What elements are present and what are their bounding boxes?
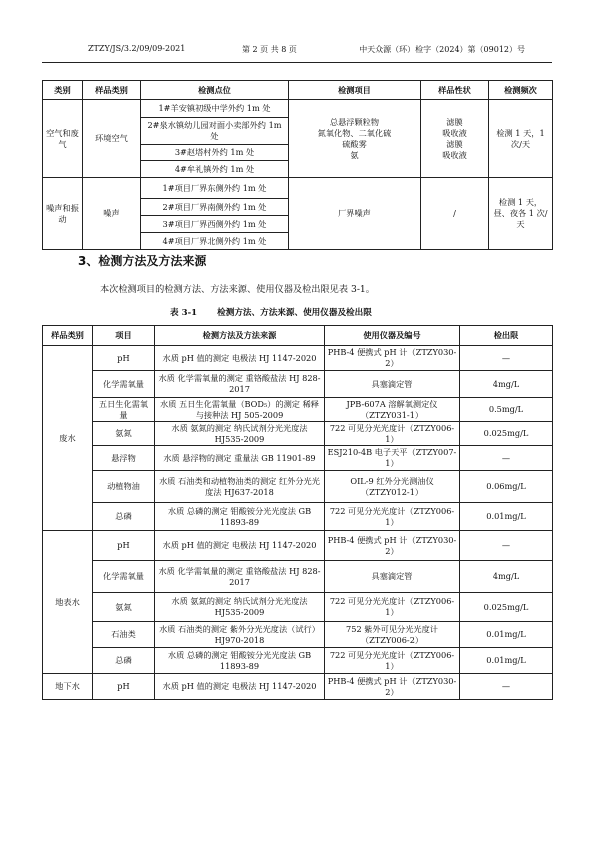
col-header-state: 样品性状 [421,81,489,100]
limit-cell: 0.01mg/L [460,503,553,531]
instrument-cell: PHB-4 便携式 pH 计（ZTZY030-2） [325,346,460,371]
col-header: 检出限 [460,326,553,346]
instrument-cell: ESJ210-4B 电子天平（ZTZY007-1） [325,446,460,471]
section-paragraph: 本次检测项目的检测方法、方法来源、使用仪器及检出限见表 3-1。 [100,284,375,295]
col-header-sample-type: 样品类别 [83,81,141,100]
instrument-cell: 722 可见分光光度计（ZTZY006-1） [325,648,460,674]
table-row [43,346,553,371]
table-row [43,622,553,648]
item-line: 硫酸雾 [342,138,367,149]
table-row [43,422,553,446]
table-row [43,371,553,398]
table-row [43,531,553,561]
item-cell: 化学需氧量 [93,371,155,398]
point-cell: 3#赵塔村外约 1m 处 [141,145,289,161]
instrument-cell: JPB-607A 溶解氧测定仪（ZTZY031-1） [325,398,460,422]
method-cell: 水质 总磷的测定 钼酸铵分光光度法 GB 11893-89 [155,503,325,531]
item-cell: pH [93,674,155,700]
items-cell [289,100,421,178]
method-cell: 水质 pH 值的测定 电极法 HJ 1147-2020 [155,531,325,561]
method-cell: 水质 氨氮的测定 纳氏试剂分光光度法 HJ535-2009 [155,422,325,446]
header-divider [42,62,552,63]
item-cell: 五日生化需氧量 [93,398,155,422]
instrument-cell: 722 可见分光光度计（ZTZY006-1） [325,593,460,622]
sample-type-cell: 环境空气 [83,100,141,178]
method-cell: 水质 化学需氧量的测定 重铬酸盐法 HJ 828-2017 [155,371,325,398]
frequency-cell: 检测 1 天，昼、夜各 1 次/天 [489,178,553,250]
section-title: 3、检测方法及方法来源 [78,254,207,268]
point-cell: 2#项目厂界南侧外约 1m 处 [141,199,289,216]
state-cell: / [421,178,489,250]
method-cell: 水质 pH 值的测定 电极法 HJ 1147-2020 [155,674,325,700]
report-number: 中天众源（环）检字（2024）第（09012）号 [359,45,525,54]
item-cell: 氨氮 [93,593,155,622]
sample-category-cell: 废水 [43,346,93,531]
point-cell: 2#泉水镇幼儿园对面小卖部外约 1m 处 [141,118,289,145]
state-cell [421,100,489,178]
table-caption [170,306,372,318]
sample-category-cell: 地下水 [43,674,93,700]
item-cell: 总磷 [93,503,155,531]
category-cell: 噪声和振动 [43,178,83,250]
table-row [43,446,553,471]
limit-cell: — [460,346,553,371]
point-cell: 1#项目厂界东侧外约 1m 处 [141,178,289,199]
item-cell: 总磷 [93,648,155,674]
item-cell: pH [93,346,155,371]
table-row [43,561,553,593]
page-info: 第 2 页 共 8 页 [242,45,297,54]
limit-cell: 4mg/L [460,371,553,398]
table-row [43,593,553,622]
instrument-cell: PHB-4 便携式 pH 计（ZTZY030-2） [325,674,460,700]
col-header: 项目 [93,326,155,346]
state-line: 滤膜 [446,138,463,149]
method-cell: 水质 石油类的测定 紫外分光光度法（试行） HJ970-2018 [155,622,325,648]
caption-number: 表 3-1 [170,308,198,318]
state-line: 吸收液 [442,149,467,160]
instrument-cell: 具塞滴定管 [325,371,460,398]
col-header: 样品类别 [43,326,93,346]
monitoring-points-table [42,80,553,250]
limit-cell: 4mg/L [460,561,553,593]
table-row [43,398,553,422]
category-cell: 空气和废气 [43,100,83,178]
col-header-point: 检测点位 [141,81,289,100]
limit-cell: 0.5mg/L [460,398,553,422]
instrument-cell: PHB-4 便携式 pH 计（ZTZY030-2） [325,531,460,561]
method-cell: 水质 五日生化需氧量（BOD₅）的测定 稀释与接种法 HJ 505-2009 [155,398,325,422]
method-cell: 水质 pH 值的测定 电极法 HJ 1147-2020 [155,346,325,371]
state-line: 滤膜 [446,116,463,127]
item-line: 氮氧化物、二氧化硫 [317,127,392,138]
point-cell: 1#羊安镇初级中学外约 1m 处 [141,100,289,118]
table-row [43,471,553,503]
method-cell: 水质 氨氮的测定 纳氏试剂分光光度法 HJ535-2009 [155,593,325,622]
sample-category-cell: 地表水 [43,531,93,674]
item-cell: 氨氮 [93,422,155,446]
item-line: 氨 [350,149,359,160]
caption-text: 检测方法、方法来源、使用仪器及检出限 [217,308,372,318]
method-cell: 水质 石油类和动植物油类的测定 红外分光光度法 HJ637-2018 [155,471,325,503]
limit-cell: 0.01mg/L [460,648,553,674]
method-cell: 水质 悬浮物的测定 重量法 GB 11901-89 [155,446,325,471]
limit-cell: 0.06mg/L [460,471,553,503]
table-row [43,503,553,531]
limit-cell: — [460,674,553,700]
col-header: 使用仪器及编号 [325,326,460,346]
instrument-cell: 752 紫外可见分光光度计（ZTZY006-2） [325,622,460,648]
sample-type-cell: 噪声 [83,178,141,250]
col-header-item: 检测项目 [289,81,421,100]
point-cell: 4#牟礼镇外约 1m 处 [141,161,289,178]
item-cell: 动植物油 [93,471,155,503]
col-header: 检测方法及方法来源 [155,326,325,346]
instrument-cell: 722 可见分光光度计（ZTZY006-1） [325,422,460,446]
limit-cell: 0.025mg/L [460,593,553,622]
method-cell: 水质 化学需氧量的测定 重铬酸盐法 HJ 828-2017 [155,561,325,593]
item-line: 总悬浮颗粒物 [329,116,380,127]
table-row [43,674,553,700]
point-cell: 4#项目厂界北侧外约 1m 处 [141,233,289,250]
item-cell: pH [93,531,155,561]
limit-cell: — [460,531,553,561]
limit-cell: 0.025mg/L [460,422,553,446]
col-header-frequency: 检测频次 [489,81,553,100]
instrument-cell: 722 可见分光光度计（ZTZY006-1） [325,503,460,531]
item-cell: 化学需氧量 [93,561,155,593]
table-row [43,648,553,674]
doc-code: ZTZY/JS/3.2/09/09-2021 [88,44,186,53]
limit-cell: 0.01mg/L [460,622,553,648]
point-cell: 3#项目厂界西侧外约 1m 处 [141,216,289,233]
item-cell: 悬浮物 [93,446,155,471]
methods-table [42,325,553,700]
item-cell: 石油类 [93,622,155,648]
items-cell: 厂界噪声 [289,178,421,250]
frequency-cell: 检测 1 天，1 次/天 [489,100,553,178]
state-line: 吸收液 [442,127,467,138]
instrument-cell: 具塞滴定管 [325,561,460,593]
limit-cell: — [460,446,553,471]
instrument-cell: OIL-9 红外分光测油仪（ZTZY012-1） [325,471,460,503]
col-header-category: 类别 [43,81,83,100]
method-cell: 水质 总磷的测定 钼酸铵分光光度法 GB 11893-89 [155,648,325,674]
